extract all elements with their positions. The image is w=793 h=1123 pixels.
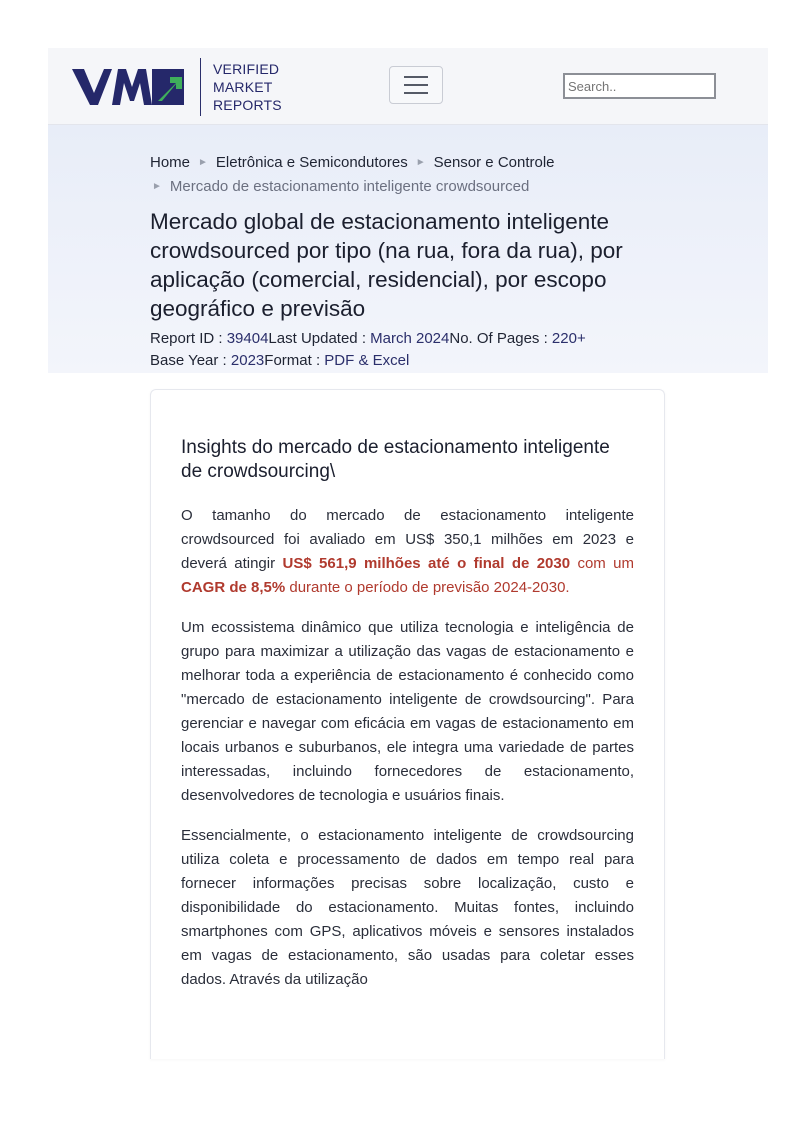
report-id-label: Report ID : xyxy=(150,330,227,347)
paragraph-data-collection: Essencialmente, o estacionamento inteligente de crowdsourcing utiliza coleta e processamento de dados em tempo real para fornecer informações precisas sobre localização, custo e disponibilidade do estacionamento. Muitas fontes, incluindo smartphones com GPS, aplicativos móveis e sensores instalados em vagas de estacionamento, são usadas para coletar esses dados. Através da utilização xyxy=(181,827,634,988)
paragraph-market-size: O tamanho do mercado de estacionamento inteligente crowdsourced foi avaliado em US$ 350,1 milhões em 2023 e deverá atingir US$ 561,9 milhões até o final de 2030 com um CAGR de 8,5% durante o período de previsão 2024-2030. xyxy=(181,507,635,596)
hamburger-icon xyxy=(404,76,428,78)
pages-label: No. Of Pages : xyxy=(449,330,552,347)
report-id-value: 39404 xyxy=(226,330,269,347)
logo-divider xyxy=(200,58,201,116)
search-input[interactable] xyxy=(563,73,716,99)
pages-value: 220+ xyxy=(551,330,586,347)
last-updated-label: Last Updated : xyxy=(268,330,371,347)
last-updated-value: March 2024 xyxy=(370,330,450,347)
breadcrumb-sensor[interactable]: Sensor e Controle xyxy=(433,154,555,171)
chevron-right-icon: ► xyxy=(198,157,208,168)
vmr-logo-icon xyxy=(72,67,184,107)
content-card xyxy=(150,389,665,1059)
breadcrumb-current: Mercado de estacionamento inteligente crowdsourced xyxy=(169,178,530,195)
format-label: Format : xyxy=(264,352,325,369)
chevron-right-icon: ► xyxy=(415,157,426,168)
base-year-label: Base Year : xyxy=(150,352,231,369)
highlight-market-value: US$ 561,9 milhões até o final de 2030 xyxy=(282,555,571,572)
breadcrumb-eletronica[interactable]: Eletrônica e Semicondutores xyxy=(215,154,408,171)
vmr-logo[interactable] xyxy=(72,58,282,116)
breadcrumb xyxy=(150,151,670,199)
logo-wordmark xyxy=(213,60,282,114)
paragraph-ecosystem: Um ecossistema dinâmico que utiliza tecnologia e inteligência de grupo para maximizar a utilização das vagas de estacionamento e melhorar toda a experiência de estacionamento é conhecido como "mercado de estacionamento inteligente de crowdsourcing". Para gerenciar e navegar com eficácia em vagas de estacionamento em locais urbanos e suburbanos, ele integra uma variedade de partes interessadas, incluindo fornecedores de estacionamento, desenvolvedores de tecnologia e usuários finais. xyxy=(181,619,634,804)
logo-line-1: VERIFIED xyxy=(213,61,280,77)
format-value: PDF & Excel xyxy=(324,352,410,369)
hamburger-menu-button[interactable] xyxy=(389,66,443,104)
logo-line-2: MARKET xyxy=(213,79,273,95)
base-year-value: 2023 xyxy=(230,352,265,369)
page-title: Mercado global de estacionamento inteligente crowdsourced por tipo (na rua, fora da rua), por aplicação (comercial, residencial), por escopo geográfico e previsão xyxy=(150,209,623,321)
content-body xyxy=(181,436,634,1008)
section-title: Insights do mercado de estacionamento inteligente de crowdsourcing\ xyxy=(181,437,610,482)
report-meta xyxy=(150,328,670,372)
report-hero xyxy=(48,125,768,373)
breadcrumb-home[interactable]: Home xyxy=(150,154,191,171)
chevron-right-icon: ► xyxy=(152,181,162,192)
highlight-cagr: CAGR de 8,5% xyxy=(181,579,286,596)
logo-line-3: REPORTS xyxy=(213,97,282,113)
site-header xyxy=(48,48,768,125)
